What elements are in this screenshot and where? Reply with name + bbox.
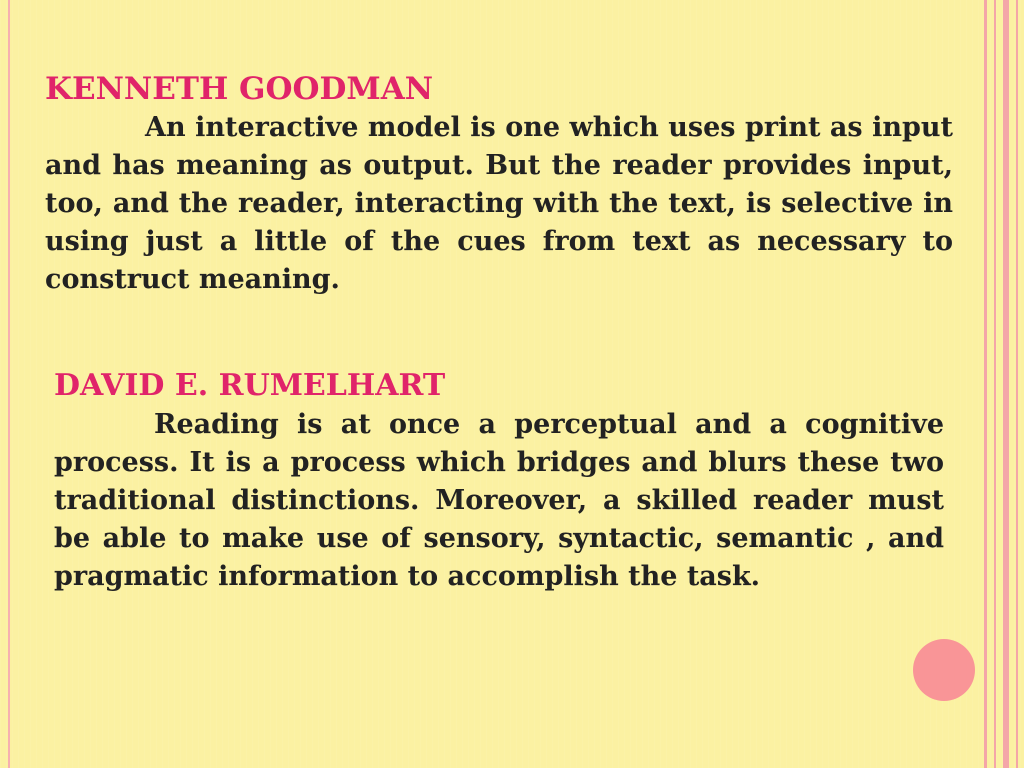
right-border-stripe: [994, 0, 996, 768]
left-border-line: [8, 0, 10, 768]
right-border-stripe: [984, 0, 987, 768]
right-border-stripe: [1003, 0, 1009, 768]
section-heading: DAVID E. RUMELHART: [54, 368, 446, 403]
goodman-section: [45, 71, 953, 299]
rumelhart-section: [54, 368, 944, 596]
decorative-circle: [913, 639, 975, 701]
section-body-text: An interactive model is one which uses print as input and has meaning as output. But the reader provides input, too, and the reader, interacting with the text, is selective in using just a little of the cues from text as necessary to construct meaning.: [45, 112, 953, 295]
section-heading: KENNETH GOODMAN: [45, 71, 434, 107]
right-border-stripe: [1016, 0, 1018, 768]
section-body-text: Reading is at once a perceptual and a cognitive process. It is a process which bridges and blurs these two traditional distinctions. Moreover, a skilled reader must be able to make use of sensory, syntactic, semantic , and pragmatic information to accomplish the task.: [54, 409, 944, 592]
